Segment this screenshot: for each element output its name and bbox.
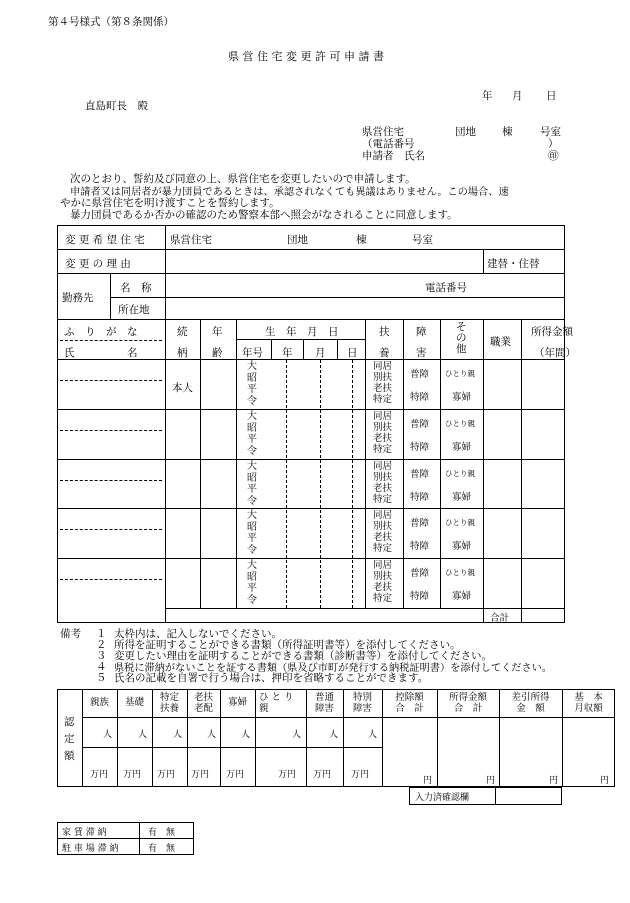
col-dependent-2: 養 <box>379 347 390 359</box>
other-single-parent: ひとり親 <box>445 419 475 428</box>
unit-yen: 円 <box>549 776 559 786</box>
era-options: 大 昭 平 令 <box>247 461 257 507</box>
disability-normal: 普障 <box>410 469 430 480</box>
parking-arrears-options: 有 無 <box>148 844 176 854</box>
unit-person: 人 <box>292 730 302 740</box>
note-text: 変更したい理由を証明することができる書類（診断書等）を添付してください。 <box>114 650 492 662</box>
era-options: 大 昭 平 令 <box>247 411 257 457</box>
statement-line-3: やかに県営住宅を明け渡すことを誓約します。 <box>60 197 280 209</box>
col-relation-1: 続 <box>177 326 188 338</box>
note-text: 所得を証明することができる書類（所得証明書等）を添付してください。 <box>114 639 461 651</box>
other-widow: 寡婦 <box>452 541 472 552</box>
note-num: ３ <box>96 650 107 662</box>
rent-arrears-label: 家 賃 滞 納 <box>62 828 107 838</box>
col-day: 日 <box>347 347 358 359</box>
disability-special: 特障 <box>410 442 430 453</box>
total-label: 合計 <box>490 613 510 624</box>
applicant-address-label: 県営住宅 <box>362 126 404 138</box>
desired-address-prefix: 県営住宅 <box>170 234 212 246</box>
col-age-1: 年 <box>212 326 223 338</box>
workplace-address-label: 所在地 <box>118 304 150 316</box>
dependent-options: 同居 別扶 老扶 特定 <box>373 361 393 405</box>
col-other-1: そ <box>456 321 467 333</box>
disability-normal: 普障 <box>410 568 430 579</box>
desired-address-building: 棟 <box>356 234 367 246</box>
reason-tag: 建替・住替 <box>487 258 540 270</box>
note-num: ４ <box>96 661 107 673</box>
cert-header-normal-disability: 普通 障害 <box>314 692 334 714</box>
date-day: 日 <box>546 90 557 102</box>
col-age-2: 齢 <box>212 347 223 359</box>
col-furigana: ふ り が な <box>64 326 138 338</box>
dependent-options: 同居 別扶 老扶 特定 <box>373 560 393 604</box>
dependent-options: 同居 別扶 老扶 特定 <box>373 510 393 554</box>
date-year: 年 <box>482 90 493 102</box>
cert-header-single-parent: ひ と り 親 <box>259 692 294 714</box>
col-other-2: の <box>456 332 467 344</box>
workplace-phone-label: 電話番号 <box>425 282 467 294</box>
note-num: １ <box>96 628 107 640</box>
unit-10k-yen: 万円 <box>123 770 142 780</box>
col-income-1: 所得金額 <box>531 326 573 338</box>
dependent-options: 同居 別扶 老扶 特定 <box>373 411 393 455</box>
era-options: 大 昭 平 令 <box>247 361 257 407</box>
applicant-danchi: 団地 <box>455 126 476 138</box>
note-text: 県税に滞納がないことを証する書類（県及び市町が発行する納税証明書）を添付してください。 <box>114 663 553 674</box>
workplace-label: 勤務先 <box>62 292 94 304</box>
desired-address-danchi: 団地 <box>287 234 308 246</box>
statement-line-4: 暴力団員であるか否かの確認のため警察本部へ照会がなされることに同意します。 <box>70 209 458 221</box>
other-single-parent: ひとり親 <box>445 469 475 478</box>
unit-10k-yen: 万円 <box>351 770 370 780</box>
other-single-parent: ひとり親 <box>445 568 475 577</box>
unit-person: 人 <box>173 730 183 740</box>
parking-arrears-label: 駐 車 場 滞 納 <box>62 844 119 854</box>
unit-person: 人 <box>103 730 113 740</box>
desired-address-label: 変 更 希 望 住 宅 <box>65 234 145 246</box>
unit-10k-yen: 万円 <box>226 770 245 780</box>
applicant-phone-label: （電話番号 <box>362 138 415 150</box>
cert-header-elderly: 老扶 老配 <box>193 692 213 714</box>
addressee: 直島町長 殿 <box>85 100 148 112</box>
note-num: ５ <box>96 672 107 684</box>
other-single-parent: ひとり親 <box>445 518 475 527</box>
col-name: 氏 名 <box>64 347 138 359</box>
col-era: 年号 <box>242 347 263 359</box>
unit-10k-yen: 万円 <box>278 770 297 780</box>
disability-normal: 普障 <box>410 518 430 529</box>
other-widow: 寡婦 <box>452 591 472 602</box>
unit-person: 人 <box>138 730 148 740</box>
cert-header-base-monthly: 基 本 月収額 <box>574 692 603 714</box>
era-options: 大 昭 平 令 <box>247 560 257 606</box>
cert-header-relatives: 親族 <box>89 697 109 708</box>
unit-person: 人 <box>241 730 251 740</box>
cert-header-basic: 基礎 <box>124 697 144 708</box>
page-title: 県 営 住 宅 変 更 許 可 申 請 書 <box>228 50 384 63</box>
input-confirm-label: 入力済確認欄 <box>415 793 470 803</box>
applicant-phone-close: ） <box>548 138 559 150</box>
dependent-options: 同居 別扶 老扶 特定 <box>373 461 393 505</box>
seal-mark: ㊞ <box>548 150 559 162</box>
other-widow: 寡婦 <box>452 442 472 453</box>
statement-line-1: 次のとおり、誓約及び同意の上、県営住宅を変更したいので申請します。 <box>70 173 416 185</box>
form-number: 第４号様式（第８条関係） <box>48 16 174 28</box>
applicant-room: 号室 <box>540 126 561 138</box>
unit-yen: 円 <box>423 776 433 786</box>
rent-arrears-options: 有 無 <box>148 828 176 838</box>
col-birthdate: 生 年 月 日 <box>265 326 339 338</box>
col-month: 月 <box>315 347 326 359</box>
cert-header-specific-dependent: 特定 扶養 <box>159 692 179 714</box>
disability-normal: 普障 <box>410 369 430 380</box>
col-disability-2: 害 <box>416 347 427 359</box>
col-occupation: 職業 <box>490 336 511 348</box>
col-year: 年 <box>282 347 293 359</box>
statement-line-2: 申請者又は同居者が暴力団員であるときは、承認されなくても異議はありません。この場合、速 <box>70 187 509 198</box>
desired-address-room: 号室 <box>412 234 433 246</box>
unit-10k-yen: 万円 <box>157 770 176 780</box>
disability-special: 特障 <box>410 392 430 403</box>
note-num: ２ <box>96 639 107 651</box>
unit-person: 人 <box>207 730 217 740</box>
unit-10k-yen: 万円 <box>313 770 332 780</box>
era-options: 大 昭 平 令 <box>247 510 257 556</box>
unit-person: 人 <box>368 730 378 740</box>
unit-yen: 円 <box>600 776 610 786</box>
reason-label: 変 更 の 理 由 <box>65 258 131 270</box>
col-other-3: 他 <box>456 343 467 355</box>
applicant-building: 棟 <box>502 126 513 138</box>
cert-header-deduction-total: 控除額 合 計 <box>395 692 424 714</box>
relation-self: 本人 <box>172 382 193 394</box>
cert-header-widow: 寡婦 <box>227 697 247 708</box>
workplace-name-label: 名 称 <box>120 282 152 294</box>
cert-header-income-total: 所得金額 合 計 <box>448 692 487 714</box>
disability-special: 特障 <box>410 541 430 552</box>
unit-10k-yen: 万円 <box>191 770 210 780</box>
unit-10k-yen: 万円 <box>90 770 109 780</box>
other-widow: 寡婦 <box>452 492 472 503</box>
certified-label: 認 定 額 <box>64 716 75 762</box>
col-disability-1: 障 <box>416 326 427 338</box>
cert-header-net-income: 差引所得 金 額 <box>511 692 550 714</box>
unit-yen: 円 <box>486 776 496 786</box>
col-income-2: （年間） <box>534 347 576 359</box>
disability-normal: 普障 <box>410 419 430 430</box>
unit-person: 人 <box>329 730 339 740</box>
notes-label: 備考 <box>60 628 81 640</box>
col-relation-2: 柄 <box>177 347 188 359</box>
note-text: 氏名の記載を自署で行う場合は、押印を省略することができます。 <box>114 672 429 684</box>
other-single-parent: ひとり親 <box>445 369 475 378</box>
cert-header-special-disability: 特別 障害 <box>352 692 372 714</box>
disability-special: 特障 <box>410 591 430 602</box>
disability-special: 特障 <box>410 492 430 503</box>
other-widow: 寡婦 <box>452 392 472 403</box>
applicant-name-label: 申請者 氏名 <box>362 150 425 162</box>
note-text: 太枠内は、記入しないでください。 <box>114 628 282 640</box>
date-month: 月 <box>512 90 523 102</box>
col-dependent-1: 扶 <box>379 326 390 338</box>
